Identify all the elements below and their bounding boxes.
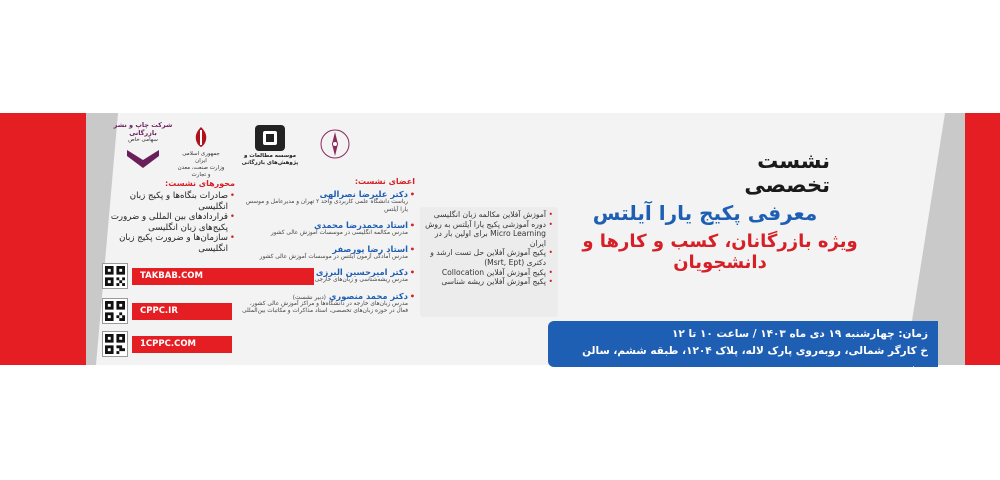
- event-type: نشست تخصصی: [744, 149, 830, 197]
- member-name-text: دکتر محمد منصوری: [328, 290, 408, 301]
- schedule-box: [548, 321, 938, 374]
- members-label: اعضای نشست:: [354, 177, 415, 186]
- member-item: [240, 291, 415, 316]
- publisher-sub: سهامی خاص: [128, 137, 158, 143]
- list-item: • سازمان‌ها و ضرورت پکیج زبان انگلیسی: [110, 233, 235, 254]
- member-desc: ریاست دانشگاه علمی کاربردی واحد ۲ تهران و مدیرعامل و موسس یارا آیلتس: [245, 199, 408, 213]
- packages-box: [420, 207, 558, 317]
- member-name: • استاد محمدرضا محمدی: [240, 220, 415, 230]
- packages-list: [425, 210, 553, 287]
- event-address: خ کارگر شمالی، روبه‌روی پارک لاله، پلاک ۱۲۰۴، طبقه ششم، سالن روزبه: [582, 345, 928, 374]
- event-banner: [0, 113, 1000, 374]
- institute-logo: [230, 125, 310, 167]
- list-item: • پکیج آموزش آفلاین ریشه شناسی: [425, 277, 553, 287]
- publisher-logo: [112, 121, 174, 172]
- member-name: • استاد رضا پورصفر: [240, 244, 415, 254]
- ministry-logo: [176, 125, 226, 179]
- member-tag: (دبیر نشست): [292, 294, 326, 301]
- list-item: • پکیج آموزش آفلاین حل تست ارشد و دکتری (Msrt, Ept): [425, 248, 553, 267]
- compass-emblem-icon: [318, 127, 352, 161]
- institute-emblem: [318, 127, 352, 165]
- member-desc: مدرس مکالمه انگلیسی در موسسات آموزش عالی کشور: [270, 230, 408, 236]
- site-link-1cppc[interactable]: 1CPPC.COM: [132, 336, 232, 353]
- list-item: • پکیج آموزش آفلاین Collocation: [425, 268, 553, 278]
- member-desc: مدرس زبان‌های خارجه در دانشگاه‌ها و مراکز آموزش عالی کشور، فعال در حوزه زبان‌های تخصصی، استاد مذاکرات و مکاتبات بین‌المللی: [242, 300, 408, 314]
- list-item: • آموزش آفلاین مکالمه زبان انگلیسی: [425, 210, 553, 220]
- member-item: [240, 244, 415, 262]
- site-link-takbab[interactable]: TAKBAB.COM: [132, 268, 314, 285]
- publisher-name: شرکت چاپ و نشر بازرگانی: [113, 121, 173, 137]
- member-name: • دکتر علیرضا نصرالهی: [240, 189, 415, 199]
- topics-list: [110, 191, 235, 254]
- national-emblem-icon: [189, 125, 213, 149]
- site-link-cppc[interactable]: CPPC.IR: [132, 303, 232, 320]
- publisher-chevron-icon: [125, 146, 161, 172]
- list-item: • قراردادهای بین المللی و ضرورت پکیج‌های زبان انگلیسی: [110, 212, 235, 233]
- member-desc: مدرس ریشه‌شناسی و زبان‌های خارجی: [314, 277, 408, 283]
- topics-section: [110, 179, 235, 254]
- institute-name: موسسه مطالعات و پژوهش‌های بازرگانی: [241, 153, 299, 166]
- list-item: • دوره آموزشی پکیج یارا آیلتس به روش Micro Learning برای اولین بار در ایران: [425, 220, 553, 249]
- members-section: [240, 177, 415, 322]
- qr-code-icon: [102, 298, 128, 324]
- list-item: • صادرات بنگاه‌ها و پکیج زبان انگلیسی: [110, 191, 235, 212]
- member-item: [240, 189, 415, 214]
- event-time: زمان: چهارشنبه ۱۹ دی ماه ۱۴۰۳ / ساعت ۱۰ تا ۱۲: [671, 328, 928, 340]
- event-subtitle: ویژه بازرگانان، کسب و کارها و دانشجویان: [582, 231, 858, 273]
- qr-code-icon: [102, 263, 128, 289]
- qr-code-icon: [102, 331, 128, 357]
- institute-mark-icon: [255, 125, 285, 151]
- topics-label: محورهای نشست:: [165, 179, 235, 188]
- member-name: [240, 291, 415, 301]
- member-desc: مدرس آمادگی آزمون آیلتس در موسسات آموزش عالی کشور: [259, 253, 408, 260]
- member-item: [240, 220, 415, 238]
- event-title: معرفی پکیج یارا آیلتس: [592, 201, 818, 225]
- ministry-name: جمهوری اسلامی ایران وزارت صنعت، معدن و تجارت: [177, 151, 225, 178]
- member-name: • دکتر امیرحسین البرزی: [240, 267, 415, 277]
